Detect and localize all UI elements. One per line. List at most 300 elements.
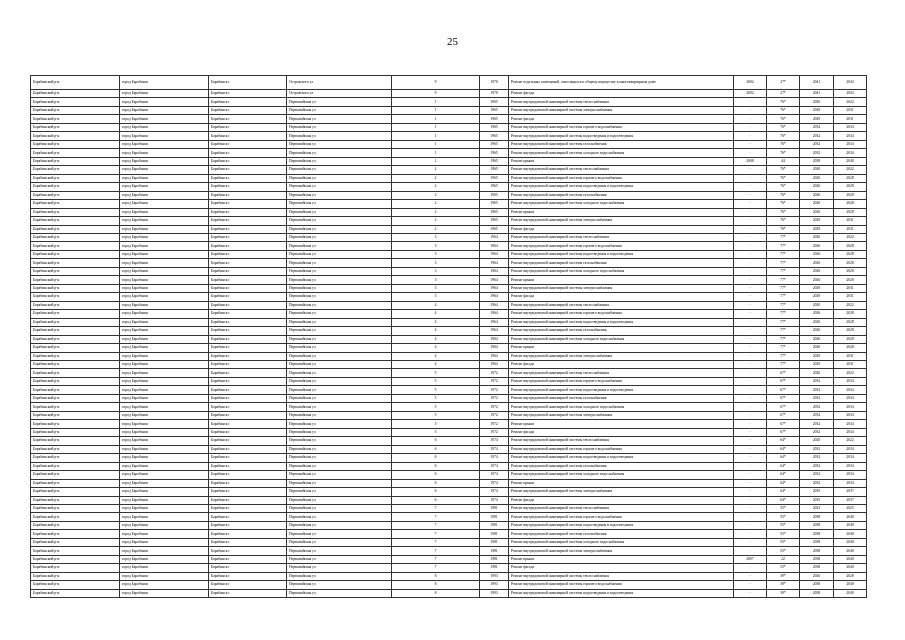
cell-build-year: 1974 bbox=[480, 488, 509, 496]
cell-last-repair-year: - bbox=[734, 132, 767, 140]
cell-district: Барабинский р-н bbox=[31, 208, 120, 216]
cell-plan-end-year: 2031 bbox=[834, 284, 867, 292]
cell-build-year: 1974 bbox=[480, 445, 509, 453]
cell-district: Барабинский р-н bbox=[31, 217, 120, 225]
cell-repair-type: Ремонт внутридомовой инженерной системы электроснабжения bbox=[509, 106, 734, 114]
cell-plan-end-year: 2034 bbox=[834, 386, 867, 394]
cell-build-year: 1965 bbox=[480, 140, 509, 148]
table-row bbox=[31, 420, 867, 428]
cell-locality: Барабинск г bbox=[209, 250, 287, 258]
table-row bbox=[31, 403, 867, 411]
table-row bbox=[31, 327, 867, 335]
cell-street: Первомайская ул bbox=[287, 208, 392, 216]
cell-last-repair-year: 2008 bbox=[734, 157, 767, 165]
cell-last-repair-year: 2002 bbox=[734, 90, 767, 98]
cell-district: Барабинский р-н bbox=[31, 301, 120, 309]
cell-last-repair-year: - bbox=[734, 310, 767, 318]
cell-district: Барабинский р-н bbox=[31, 437, 120, 445]
cell-build-year: 1970 bbox=[480, 76, 509, 90]
cell-wear-percent: 76* bbox=[767, 174, 800, 182]
cell-plan-end-year: 2022 bbox=[834, 301, 867, 309]
cell-street: Первомайская ул bbox=[287, 496, 392, 504]
cell-district: Барабинский р-н bbox=[31, 581, 120, 589]
cell-house-number: 1 bbox=[392, 115, 480, 123]
cell-repair-type: Ремонт внутридомовой инженерной системы водоотведения и водоотведения bbox=[509, 318, 734, 326]
cell-plan-start-year: 2026 bbox=[800, 183, 834, 191]
cell-plan-start-year: 2026 bbox=[800, 250, 834, 258]
cell-plan-end-year: 2022 bbox=[834, 437, 867, 445]
cell-house-number: 4 bbox=[392, 344, 480, 352]
cell-locality: Барабинск г bbox=[209, 496, 287, 504]
cell-plan-start-year: 2032 bbox=[800, 123, 834, 131]
cell-plan-start-year: 2026 bbox=[800, 327, 834, 335]
cell-wear-percent: 39* bbox=[767, 572, 800, 580]
cell-house-number: 3 bbox=[392, 284, 480, 292]
cell-house-number: 2 bbox=[392, 208, 480, 216]
cell-street: Первомайская ул bbox=[287, 428, 392, 436]
cell-plan-end-year: 2034 bbox=[834, 471, 867, 479]
cell-build-year: 1965 bbox=[480, 217, 509, 225]
cell-last-repair-year: - bbox=[734, 547, 767, 555]
cell-repair-type: Ремонт внутридомовой инженерной системы горячего водоснабжения bbox=[509, 174, 734, 182]
cell-build-year: 1964 bbox=[480, 250, 509, 258]
cell-locality: Барабинск г bbox=[209, 174, 287, 182]
cell-repair-type: Ремонт внутридомовой инженерной системы электроснабжения bbox=[509, 284, 734, 292]
cell-settlement: город Барабинск bbox=[120, 572, 209, 580]
cell-repair-type: Ремонт крыши bbox=[509, 276, 734, 284]
cell-build-year: 1965 bbox=[480, 123, 509, 131]
cell-plan-start-year: 2029 bbox=[800, 106, 834, 114]
cell-plan-start-year: 2038 bbox=[800, 564, 834, 572]
cell-locality: Барабинск г bbox=[209, 267, 287, 275]
cell-wear-percent: 76* bbox=[767, 191, 800, 199]
cell-house-number: 3 bbox=[392, 267, 480, 275]
cell-settlement: город Барабинск bbox=[120, 327, 209, 335]
cell-house-number: 5 bbox=[392, 403, 480, 411]
cell-plan-start-year: 2026 bbox=[800, 259, 834, 267]
cell-settlement: город Барабинск bbox=[120, 115, 209, 123]
cell-plan-end-year: 2022 bbox=[834, 233, 867, 241]
cell-locality: Барабинск г bbox=[209, 132, 287, 140]
table-row bbox=[31, 98, 867, 106]
cell-settlement: город Барабинск bbox=[120, 352, 209, 360]
cell-settlement: город Барабинск bbox=[120, 157, 209, 165]
cell-house-number: 7 bbox=[392, 521, 480, 529]
cell-district: Барабинский р-н bbox=[31, 530, 120, 538]
cell-wear-percent: 55* bbox=[767, 504, 800, 512]
cell-locality: Барабинск г bbox=[209, 225, 287, 233]
cell-plan-end-year: 2037 bbox=[834, 488, 867, 496]
cell-repair-type: Ремонт фасада bbox=[509, 496, 734, 504]
cell-house-number: 6 bbox=[392, 488, 480, 496]
cell-locality: Барабинск г bbox=[209, 217, 287, 225]
cell-district: Барабинский р-н bbox=[31, 259, 120, 267]
cell-wear-percent: 77* bbox=[767, 361, 800, 369]
cell-last-repair-year: - bbox=[734, 284, 767, 292]
cell-locality: Барабинск г bbox=[209, 259, 287, 267]
cell-wear-percent: 76* bbox=[767, 208, 800, 216]
cell-build-year: 1981 bbox=[480, 547, 509, 555]
cell-settlement: город Барабинск bbox=[120, 183, 209, 191]
cell-plan-end-year: 2040 bbox=[834, 513, 867, 521]
cell-district: Барабинский р-н bbox=[31, 242, 120, 250]
cell-locality: Барабинск г bbox=[209, 462, 287, 470]
cell-street: Первомайская ул bbox=[287, 327, 392, 335]
cell-wear-percent: 77* bbox=[767, 250, 800, 258]
cell-house-number: 7 bbox=[392, 530, 480, 538]
cell-street: Первомайская ул bbox=[287, 462, 392, 470]
cell-house-number: 6 bbox=[392, 454, 480, 462]
cell-locality: Барабинск г bbox=[209, 538, 287, 546]
cell-settlement: город Барабинск bbox=[120, 310, 209, 318]
cell-plan-start-year: 2020 bbox=[800, 233, 834, 241]
cell-repair-type: Ремонт фасада bbox=[509, 293, 734, 301]
cell-plan-end-year: 2028 bbox=[834, 335, 867, 343]
cell-house-number: 7 bbox=[392, 538, 480, 546]
cell-locality: Барабинск г bbox=[209, 488, 287, 496]
cell-last-repair-year: - bbox=[734, 496, 767, 504]
cell-plan-end-year: 2043 bbox=[834, 90, 867, 98]
cell-plan-end-year: 2034 bbox=[834, 428, 867, 436]
cell-plan-end-year: 2040 bbox=[834, 555, 867, 563]
cell-district: Барабинский р-н bbox=[31, 589, 120, 597]
cell-last-repair-year: - bbox=[734, 242, 767, 250]
cell-repair-type: Ремонт внутридомовой инженерной системы электроснабжения bbox=[509, 488, 734, 496]
cell-wear-percent: 76* bbox=[767, 140, 800, 148]
cell-plan-end-year: 2040 bbox=[834, 547, 867, 555]
cell-settlement: город Барабинск bbox=[120, 132, 209, 140]
cell-locality: Барабинск г bbox=[209, 437, 287, 445]
cell-plan-start-year: 2038 bbox=[800, 555, 834, 563]
cell-locality: Барабинск г bbox=[209, 454, 287, 462]
table-row bbox=[31, 513, 867, 521]
cell-plan-end-year: 2031 bbox=[834, 352, 867, 360]
table-row bbox=[31, 310, 867, 318]
cell-house-number: 8 bbox=[392, 589, 480, 597]
cell-plan-start-year: 2032 bbox=[800, 428, 834, 436]
table-row bbox=[31, 479, 867, 487]
cell-house-number: 7 bbox=[392, 564, 480, 572]
table-row bbox=[31, 352, 867, 360]
cell-house-number: 3 bbox=[392, 259, 480, 267]
cell-wear-percent: 77* bbox=[767, 327, 800, 335]
cell-district: Барабинский р-н bbox=[31, 445, 120, 453]
cell-street: Первомайская ул bbox=[287, 538, 392, 546]
cell-build-year: 1965 bbox=[480, 166, 509, 174]
cell-locality: Барабинск г bbox=[209, 344, 287, 352]
cell-wear-percent: 55* bbox=[767, 538, 800, 546]
cell-build-year: 1974 bbox=[480, 462, 509, 470]
cell-locality: Барабинск г bbox=[209, 276, 287, 284]
cell-plan-end-year: 2031 bbox=[834, 293, 867, 301]
cell-last-repair-year: - bbox=[734, 267, 767, 275]
cell-house-number: 5 bbox=[392, 411, 480, 419]
cell-plan-end-year: 2034 bbox=[834, 140, 867, 148]
cell-plan-start-year: 2038 bbox=[800, 581, 834, 589]
cell-last-repair-year: - bbox=[734, 208, 767, 216]
cell-wear-percent: 76* bbox=[767, 166, 800, 174]
cell-plan-end-year: 2040 bbox=[834, 538, 867, 546]
cell-street: Первомайская ул bbox=[287, 479, 392, 487]
table-row bbox=[31, 217, 867, 225]
cell-house-number: 6 bbox=[392, 462, 480, 470]
cell-wear-percent: 67* bbox=[767, 394, 800, 402]
cell-repair-type: Ремонт внутридомовой инженерной системы горячего водоснабжения bbox=[509, 377, 734, 385]
cell-wear-percent: 27* bbox=[767, 90, 800, 98]
cell-plan-end-year: 2028 bbox=[834, 183, 867, 191]
cell-build-year: 1964 bbox=[480, 284, 509, 292]
cell-street: Первомайская ул bbox=[287, 530, 392, 538]
cell-street: Первомайская ул bbox=[287, 361, 392, 369]
cell-plan-start-year: 2029 bbox=[800, 352, 834, 360]
cell-last-repair-year: - bbox=[734, 521, 767, 529]
cell-build-year: 1965 bbox=[480, 98, 509, 106]
cell-settlement: город Барабинск bbox=[120, 233, 209, 241]
cell-repair-type: Ремонт крыши bbox=[509, 479, 734, 487]
cell-build-year: 1981 bbox=[480, 564, 509, 572]
cell-house-number: 7 bbox=[392, 513, 480, 521]
cell-repair-type: Ремонт внутридомовой инженерной системы теплоснабжения bbox=[509, 369, 734, 377]
cell-wear-percent: 64* bbox=[767, 488, 800, 496]
cell-settlement: город Барабинск bbox=[120, 411, 209, 419]
cell-plan-start-year: 2038 bbox=[800, 547, 834, 555]
cell-repair-type: Ремонт внутридомовой инженерной системы водоотведения и водоотведения bbox=[509, 183, 734, 191]
cell-house-number: 2 bbox=[392, 166, 480, 174]
cell-district: Барабинский р-н bbox=[31, 394, 120, 402]
cell-repair-type: Ремонт внутридомовой инженерной системы горячего водоснабжения bbox=[509, 445, 734, 453]
cell-plan-start-year: 2026 bbox=[800, 242, 834, 250]
cell-street: Островского ул bbox=[287, 90, 392, 98]
cell-build-year: 1974 bbox=[480, 496, 509, 504]
cell-last-repair-year: - bbox=[734, 327, 767, 335]
cell-repair-type: Ремонт внутридомовой инженерной системы электроснабжения bbox=[509, 411, 734, 419]
cell-plan-end-year: 2031 bbox=[834, 115, 867, 123]
cell-street: Первомайская ул bbox=[287, 386, 392, 394]
cell-repair-type: Ремонт внутридомовой инженерной системы теплоснабжения bbox=[509, 301, 734, 309]
page-number: 25 bbox=[447, 36, 458, 48]
table-row bbox=[31, 411, 867, 419]
cell-repair-type: Ремонт фасада bbox=[509, 115, 734, 123]
cell-last-repair-year: - bbox=[734, 149, 767, 157]
cell-build-year: 1964 bbox=[480, 276, 509, 284]
cell-district: Барабинский р-н bbox=[31, 250, 120, 258]
table-row bbox=[31, 462, 867, 470]
table-row bbox=[31, 259, 867, 267]
cell-street: Первомайская ул bbox=[287, 445, 392, 453]
cell-plan-start-year: 2032 bbox=[800, 411, 834, 419]
cell-build-year: 1972 bbox=[480, 369, 509, 377]
cell-district: Барабинский р-н bbox=[31, 572, 120, 580]
cell-district: Барабинский р-н bbox=[31, 428, 120, 436]
cell-last-repair-year: 2007 bbox=[734, 555, 767, 563]
cell-locality: Барабинск г bbox=[209, 564, 287, 572]
cell-district: Барабинский р-н bbox=[31, 513, 120, 521]
cell-build-year: 1965 bbox=[480, 200, 509, 208]
cell-house-number: 1 bbox=[392, 98, 480, 106]
cell-last-repair-year: - bbox=[734, 411, 767, 419]
cell-build-year: 1981 bbox=[480, 555, 509, 563]
cell-repair-type: Ремонт внутридомовой инженерной системы водоотведения и водоотведения bbox=[509, 386, 734, 394]
cell-wear-percent: 76* bbox=[767, 106, 800, 114]
cell-last-repair-year: - bbox=[734, 462, 767, 470]
cell-plan-start-year: 2041 bbox=[800, 90, 834, 98]
cell-build-year: 1964 bbox=[480, 293, 509, 301]
cell-street: Первомайская ул bbox=[287, 394, 392, 402]
cell-wear-percent: 77* bbox=[767, 233, 800, 241]
table-row bbox=[31, 191, 867, 199]
cell-wear-percent: 77* bbox=[767, 310, 800, 318]
cell-locality: Барабинск г bbox=[209, 445, 287, 453]
cell-district: Барабинский р-н bbox=[31, 496, 120, 504]
cell-district: Барабинский р-н bbox=[31, 284, 120, 292]
cell-build-year: 1981 bbox=[480, 538, 509, 546]
cell-plan-end-year: 2040 bbox=[834, 589, 867, 597]
table-row bbox=[31, 454, 867, 462]
table-row bbox=[31, 547, 867, 555]
cell-district: Барабинский р-н bbox=[31, 479, 120, 487]
cell-plan-end-year: 2028 bbox=[834, 191, 867, 199]
cell-plan-start-year: 2026 bbox=[800, 335, 834, 343]
cell-wear-percent: 55* bbox=[767, 564, 800, 572]
cell-settlement: город Барабинск bbox=[120, 369, 209, 377]
cell-repair-type: Ремонт внутридомовой инженерной системы теплоснабжения bbox=[509, 437, 734, 445]
cell-build-year: 1964 bbox=[480, 335, 509, 343]
cell-locality: Барабинск г bbox=[209, 403, 287, 411]
cell-street: Первомайская ул bbox=[287, 572, 392, 580]
cell-build-year: 1964 bbox=[480, 361, 509, 369]
cell-house-number: 1 bbox=[392, 157, 480, 165]
cell-plan-start-year: 2035 bbox=[800, 488, 834, 496]
cell-street: Первомайская ул bbox=[287, 403, 392, 411]
cell-locality: Барабинск г bbox=[209, 479, 287, 487]
cell-district: Барабинский р-н bbox=[31, 327, 120, 335]
table-row bbox=[31, 530, 867, 538]
table-row bbox=[31, 166, 867, 174]
cell-locality: Барабинск г bbox=[209, 352, 287, 360]
cell-last-repair-year: - bbox=[734, 445, 767, 453]
cell-settlement: город Барабинск bbox=[120, 344, 209, 352]
cell-street: Островского ул bbox=[287, 76, 392, 90]
cell-last-repair-year: - bbox=[734, 454, 767, 462]
cell-house-number: 1 bbox=[392, 123, 480, 131]
cell-wear-percent: 77* bbox=[767, 301, 800, 309]
cell-plan-start-year: 2026 bbox=[800, 174, 834, 182]
cell-wear-percent: 76* bbox=[767, 132, 800, 140]
cell-plan-start-year: 2038 bbox=[800, 513, 834, 521]
cell-build-year: 1965 bbox=[480, 157, 509, 165]
cell-repair-type: Ремонт крыши bbox=[509, 208, 734, 216]
table-row bbox=[31, 344, 867, 352]
cell-street: Первомайская ул bbox=[287, 335, 392, 343]
cell-plan-end-year: 2031 bbox=[834, 225, 867, 233]
cell-settlement: город Барабинск bbox=[120, 225, 209, 233]
cell-locality: Барабинск г bbox=[209, 335, 287, 343]
cell-last-repair-year: - bbox=[734, 335, 767, 343]
cell-repair-type: Ремонт внутридомовой инженерной системы газоснабжения bbox=[509, 462, 734, 470]
cell-wear-percent: 55* bbox=[767, 521, 800, 529]
cell-build-year: 1965 bbox=[480, 225, 509, 233]
cell-repair-type: Ремонт внутридомовой инженерной системы водоотведения и водоотведения bbox=[509, 589, 734, 597]
cell-build-year: 1972 bbox=[480, 428, 509, 436]
cell-locality: Барабинск г bbox=[209, 123, 287, 131]
cell-last-repair-year: - bbox=[734, 123, 767, 131]
cell-build-year: 1964 bbox=[480, 267, 509, 275]
cell-wear-percent: 76* bbox=[767, 115, 800, 123]
cell-wear-percent: 67* bbox=[767, 386, 800, 394]
cell-plan-end-year: 2040 bbox=[834, 521, 867, 529]
cell-wear-percent: 76* bbox=[767, 217, 800, 225]
cell-district: Барабинский р-н bbox=[31, 386, 120, 394]
cell-house-number: 6 bbox=[392, 471, 480, 479]
cell-plan-end-year: 2034 bbox=[834, 479, 867, 487]
cell-settlement: город Барабинск bbox=[120, 530, 209, 538]
cell-wear-percent: 77* bbox=[767, 318, 800, 326]
cell-locality: Барабинск г bbox=[209, 377, 287, 385]
cell-house-number: 9 bbox=[392, 76, 480, 90]
cell-repair-type: Ремонт внутридомовой инженерной системы горячего водоснабжения bbox=[509, 513, 734, 521]
cell-settlement: город Барабинск bbox=[120, 437, 209, 445]
cell-street: Первомайская ул bbox=[287, 284, 392, 292]
cell-district: Барабинский р-н bbox=[31, 90, 120, 98]
cell-district: Барабинский р-н bbox=[31, 521, 120, 529]
cell-locality: Барабинск г bbox=[209, 369, 287, 377]
cell-locality: Барабинск г bbox=[209, 166, 287, 174]
cell-street: Первомайская ул bbox=[287, 157, 392, 165]
cell-street: Первомайская ул bbox=[287, 318, 392, 326]
cell-last-repair-year: - bbox=[734, 225, 767, 233]
cell-plan-start-year: 2038 bbox=[800, 589, 834, 597]
cell-settlement: город Барабинск bbox=[120, 293, 209, 301]
cell-wear-percent: 67* bbox=[767, 369, 800, 377]
cell-district: Барабинский р-н bbox=[31, 76, 120, 90]
cell-district: Барабинский р-н bbox=[31, 191, 120, 199]
cell-settlement: город Барабинск bbox=[120, 496, 209, 504]
cell-street: Первомайская ул bbox=[287, 250, 392, 258]
cell-wear-percent: 76* bbox=[767, 123, 800, 131]
cell-last-repair-year: - bbox=[734, 488, 767, 496]
cell-district: Барабинский р-н bbox=[31, 225, 120, 233]
cell-locality: Барабинск г bbox=[209, 589, 287, 597]
table-row bbox=[31, 335, 867, 343]
cell-build-year: 1981 bbox=[480, 504, 509, 512]
cell-repair-type: Ремонт фасада bbox=[509, 361, 734, 369]
cell-settlement: город Барабинск bbox=[120, 200, 209, 208]
cell-settlement: город Барабинск bbox=[120, 403, 209, 411]
cell-district: Барабинский р-н bbox=[31, 98, 120, 106]
cell-house-number: 9 bbox=[392, 90, 480, 98]
cell-house-number: 7 bbox=[392, 555, 480, 563]
table-row bbox=[31, 242, 867, 250]
cell-plan-start-year: 2038 bbox=[800, 157, 834, 165]
cell-district: Барабинский р-н bbox=[31, 403, 120, 411]
cell-repair-type: Ремонт внутридомовой инженерной системы теплоснабжения bbox=[509, 233, 734, 241]
cell-plan-start-year: 2032 bbox=[800, 471, 834, 479]
table-row bbox=[31, 488, 867, 496]
cell-house-number: 5 bbox=[392, 394, 480, 402]
table-row bbox=[31, 572, 867, 580]
cell-locality: Барабинск г bbox=[209, 157, 287, 165]
cell-house-number: 1 bbox=[392, 106, 480, 114]
cell-house-number: 6 bbox=[392, 479, 480, 487]
cell-locality: Барабинск г bbox=[209, 327, 287, 335]
cell-house-number: 7 bbox=[392, 504, 480, 512]
cell-locality: Барабинск г bbox=[209, 555, 287, 563]
cell-plan-end-year: 2028 bbox=[834, 572, 867, 580]
cell-last-repair-year: - bbox=[734, 361, 767, 369]
cell-last-repair-year: - bbox=[734, 471, 767, 479]
table-row bbox=[31, 386, 867, 394]
cell-settlement: город Барабинск bbox=[120, 488, 209, 496]
